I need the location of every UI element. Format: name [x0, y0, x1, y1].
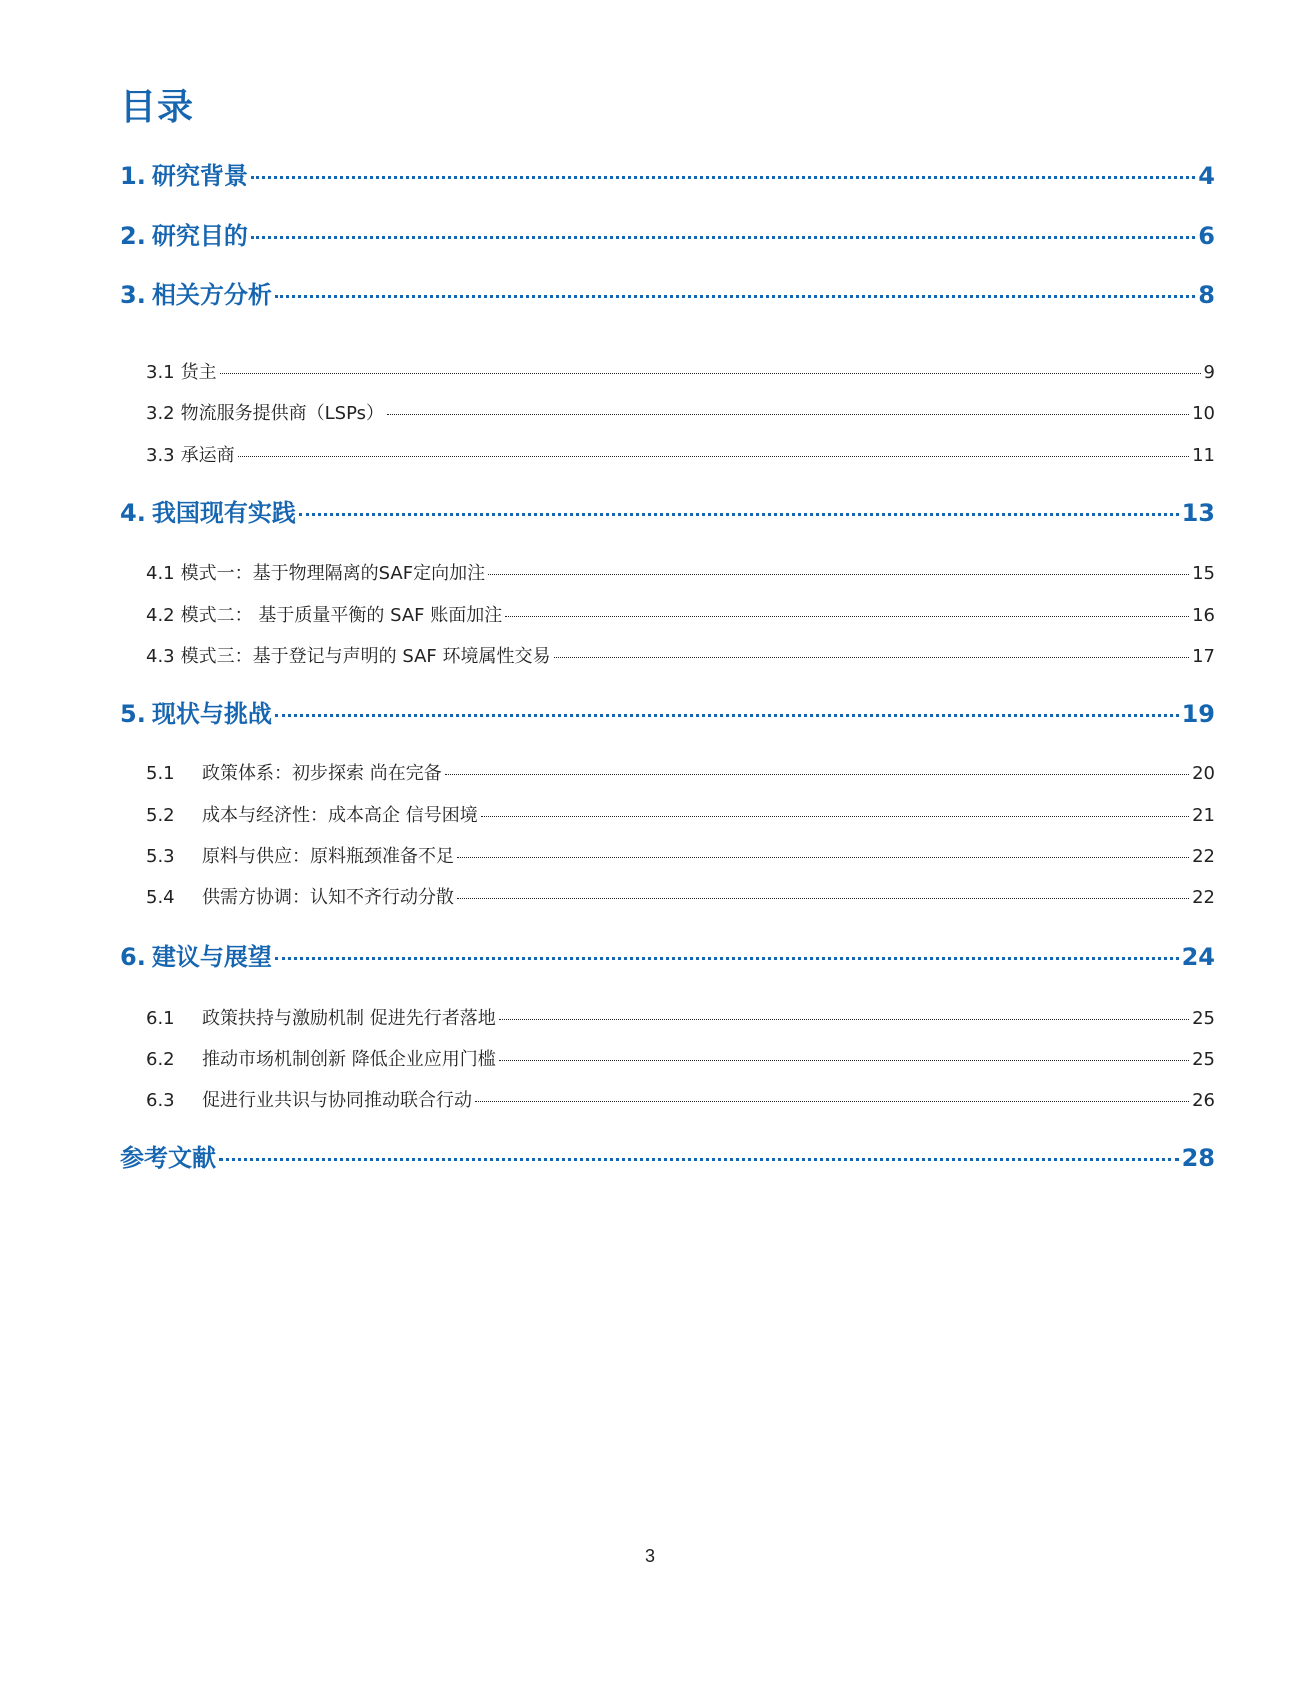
toc-dot-leader: [554, 655, 1190, 658]
toc-entry-6-2[interactable]: [146, 1047, 1215, 1073]
toc-entry-page: 9: [1203, 362, 1215, 383]
toc-entry-title: 成本与经济性：成本高企 信号困境: [202, 805, 478, 826]
toc-entry-title: 原料与供应：原料瓶颈准备不足: [202, 846, 454, 867]
toc-dot-leader: [457, 896, 1189, 899]
toc-entry-3-1[interactable]: [146, 360, 1215, 386]
toc-entry-6-1[interactable]: [146, 1006, 1215, 1032]
toc-entry-page: 26: [1192, 1090, 1215, 1111]
toc-entry-page: 11: [1192, 445, 1215, 466]
toc-entry-number: 5.1: [146, 763, 175, 784]
toc-entry-title: 现状与挑战: [151, 700, 272, 728]
toc-entry-4-2[interactable]: [146, 603, 1215, 629]
toc-entry-number: 3.: [120, 281, 146, 309]
toc-dot-leader: [275, 955, 1179, 960]
toc-dot-leader: [251, 174, 1195, 179]
toc-entry-page: 15: [1192, 563, 1215, 584]
toc-entry-page: 17: [1192, 646, 1215, 667]
toc-entry-title: 供需方协调：认知不齐行动分散: [202, 887, 454, 908]
toc-entry-number: 6.: [120, 943, 146, 971]
toc-entry-page: 20: [1192, 763, 1215, 784]
toc-entry-page: 13: [1181, 499, 1215, 527]
toc-heading: 目录: [120, 87, 195, 128]
toc-entry-page: 19: [1181, 700, 1215, 728]
toc-dot-leader: [475, 1099, 1189, 1102]
toc-entry-number: 6.2: [146, 1049, 175, 1070]
toc-entry-title: 物流服务提供商（LSPs）: [180, 403, 385, 424]
toc-entry-number: 4.2: [146, 605, 175, 626]
toc-dot-leader: [238, 454, 1189, 457]
toc-dot-leader: [499, 1058, 1189, 1061]
toc-entry-number: 5.4: [146, 887, 175, 908]
toc-entry-number: 6.3: [146, 1090, 175, 1111]
toc-entry-title: 研究背景: [151, 162, 248, 190]
toc-dot-leader: [219, 1156, 1179, 1161]
toc-dot-leader: [251, 234, 1195, 239]
toc-entry-title: 政策扶持与激励机制 促进先行者落地: [202, 1008, 496, 1029]
toc-entry-5-1[interactable]: [146, 761, 1215, 787]
toc-entry-5-3[interactable]: [146, 844, 1215, 870]
toc-entry-number: 5.3: [146, 846, 175, 867]
toc-entry-number: 4.1: [146, 563, 175, 584]
toc-entry-number: 2.: [120, 222, 146, 250]
toc-entry-title: 研究目的: [151, 222, 248, 250]
toc-entry-title: 货主: [180, 362, 217, 383]
toc-entry-number: 3.1: [146, 362, 175, 383]
toc-entry-page: 10: [1192, 403, 1215, 424]
toc-entry-4[interactable]: [120, 496, 1215, 530]
toc-entry-title: 我国现有实践: [151, 499, 296, 527]
toc-entry-6-3[interactable]: [146, 1088, 1215, 1114]
toc-entry-number: 3.2: [146, 403, 175, 424]
toc-entry-page: 24: [1181, 943, 1215, 971]
toc-entry-title: 模式二： 基于质量平衡的 SAF 账面加注: [180, 605, 503, 626]
toc-dot-leader: [505, 614, 1189, 617]
toc-dot-leader: [275, 712, 1179, 717]
toc-entry-title: 模式三：基于登记与声明的 SAF 环境属性交易: [180, 646, 551, 667]
toc-entry-number: 5.2: [146, 805, 175, 826]
toc-entry-title: 促进行业共识与协同推动联合行动: [202, 1090, 472, 1111]
toc-dot-leader: [387, 412, 1189, 415]
toc-entry-number: 1.: [120, 162, 146, 190]
toc-entry-4-1[interactable]: [146, 561, 1215, 587]
toc-entry-number: 3.3: [146, 445, 175, 466]
toc-entry-5-4[interactable]: [146, 885, 1215, 911]
toc-entry-page: 25: [1192, 1008, 1215, 1029]
toc-entry-page: 21: [1192, 805, 1215, 826]
toc-dot-leader: [275, 293, 1195, 298]
toc-entry-page: 28: [1181, 1144, 1215, 1172]
toc-entry-5[interactable]: [120, 697, 1215, 731]
toc-entry-1[interactable]: [120, 159, 1215, 193]
toc-entry-2[interactable]: [120, 219, 1215, 253]
toc-entry-number: 6.1: [146, 1008, 175, 1029]
toc-entry-page: 8: [1198, 281, 1215, 309]
toc-entry-4-3[interactable]: [146, 644, 1215, 670]
toc-entry-page: 6: [1198, 222, 1215, 250]
toc-entry-number: 5.: [120, 700, 146, 728]
toc-dot-leader: [299, 511, 1179, 516]
toc-dot-leader: [457, 855, 1189, 858]
toc-entry-3-3[interactable]: [146, 443, 1215, 469]
toc-entry-page: 16: [1192, 605, 1215, 626]
toc-entry-title: 模式一：基于物理隔离的SAF定向加注: [180, 563, 486, 584]
toc-entry-title: 建议与展望: [151, 943, 272, 971]
toc-entry-title: 参考文献: [120, 1144, 216, 1172]
toc-entry-title: 推动市场机制创新 降低企业应用门槛: [202, 1049, 496, 1070]
toc-entry-title: 政策体系：初步探索 尚在完备: [202, 763, 442, 784]
toc-entry-number: 4.: [120, 499, 146, 527]
toc-entry-page: 25: [1192, 1049, 1215, 1070]
toc-entry-title: 承运商: [180, 445, 235, 466]
toc-entry-6[interactable]: [120, 940, 1215, 974]
toc-dot-leader: [488, 572, 1189, 575]
toc-dot-leader: [499, 1017, 1189, 1020]
toc-entry-page: 22: [1192, 846, 1215, 867]
toc-entry-page: 22: [1192, 887, 1215, 908]
toc-dot-leader: [481, 814, 1189, 817]
toc-entry-3-2[interactable]: [146, 401, 1215, 427]
toc-entry-number: 4.3: [146, 646, 175, 667]
toc-dot-leader: [445, 772, 1189, 775]
toc-entry-3[interactable]: [120, 278, 1215, 312]
toc-entry-5-2[interactable]: [146, 803, 1215, 829]
toc-dot-leader: [220, 371, 1201, 374]
toc-entry-references[interactable]: [120, 1141, 1215, 1175]
page-number: 3: [644, 1546, 655, 1566]
toc-entry-title: 相关方分析: [151, 281, 272, 309]
toc-entry-page: 4: [1198, 162, 1215, 190]
